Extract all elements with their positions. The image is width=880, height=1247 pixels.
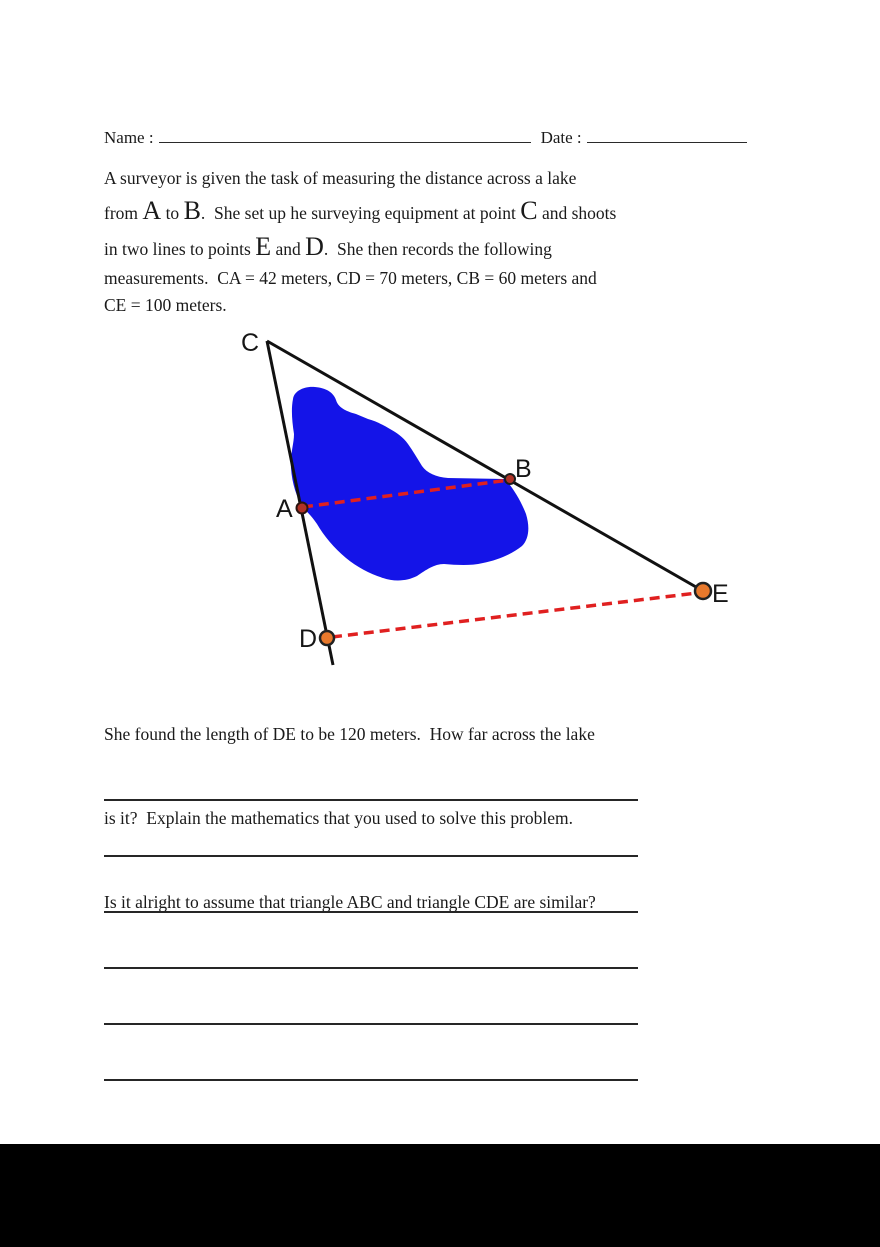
answer-line	[104, 1079, 638, 1081]
intro-line-2: from A to B. She set up he surveying equipment at point C and shoots	[104, 196, 617, 225]
name-label: Name :	[104, 128, 154, 147]
math-letter: B	[183, 196, 201, 225]
question-line-1: She found the length of DE to be 120 meters. How far across the lake	[104, 724, 595, 744]
math-letter: E	[255, 232, 272, 261]
point-e-dot	[695, 583, 711, 599]
math-letter: A	[142, 196, 162, 225]
answer-line	[104, 855, 638, 857]
question-line-2: is it? Explain the mathematics that you used to solve this problem.	[104, 808, 574, 828]
answer-lines	[104, 799, 638, 1135]
point-c-label: C	[241, 329, 260, 357]
intro-line-1: A surveyor is given the task of measuring the distance across a lake	[104, 168, 577, 188]
intro-line-4: measurements. CA = 42 meters, CD = 70 meters, CB = 60 meters and	[104, 268, 597, 288]
point-a-label: A	[276, 495, 293, 523]
bottom-letterbox-bar	[0, 1144, 880, 1247]
point-a-dot	[297, 503, 308, 514]
intro-line-3: in two lines to points E and D. She then records the following	[104, 232, 552, 261]
answer-line	[104, 911, 638, 913]
math-letter: D	[305, 232, 324, 261]
point-b-dot	[505, 474, 515, 484]
lake-shape	[291, 387, 529, 581]
answer-line	[104, 1023, 638, 1025]
point-b-label: B	[515, 455, 532, 483]
answer-line	[104, 967, 638, 969]
question-line-3: Is it alright to assume that triangle ABC and triangle CDE are similar?	[104, 892, 596, 912]
point-d-dot	[320, 631, 334, 645]
baseline-dashed-line-de	[332, 593, 697, 637]
point-d-label: D	[299, 625, 318, 653]
point-e-label: E	[712, 580, 729, 608]
date-label: Date :	[540, 128, 582, 147]
answer-line	[104, 799, 638, 801]
math-letter: C	[520, 196, 538, 225]
intro-line-5: CE = 100 meters.	[104, 295, 227, 315]
